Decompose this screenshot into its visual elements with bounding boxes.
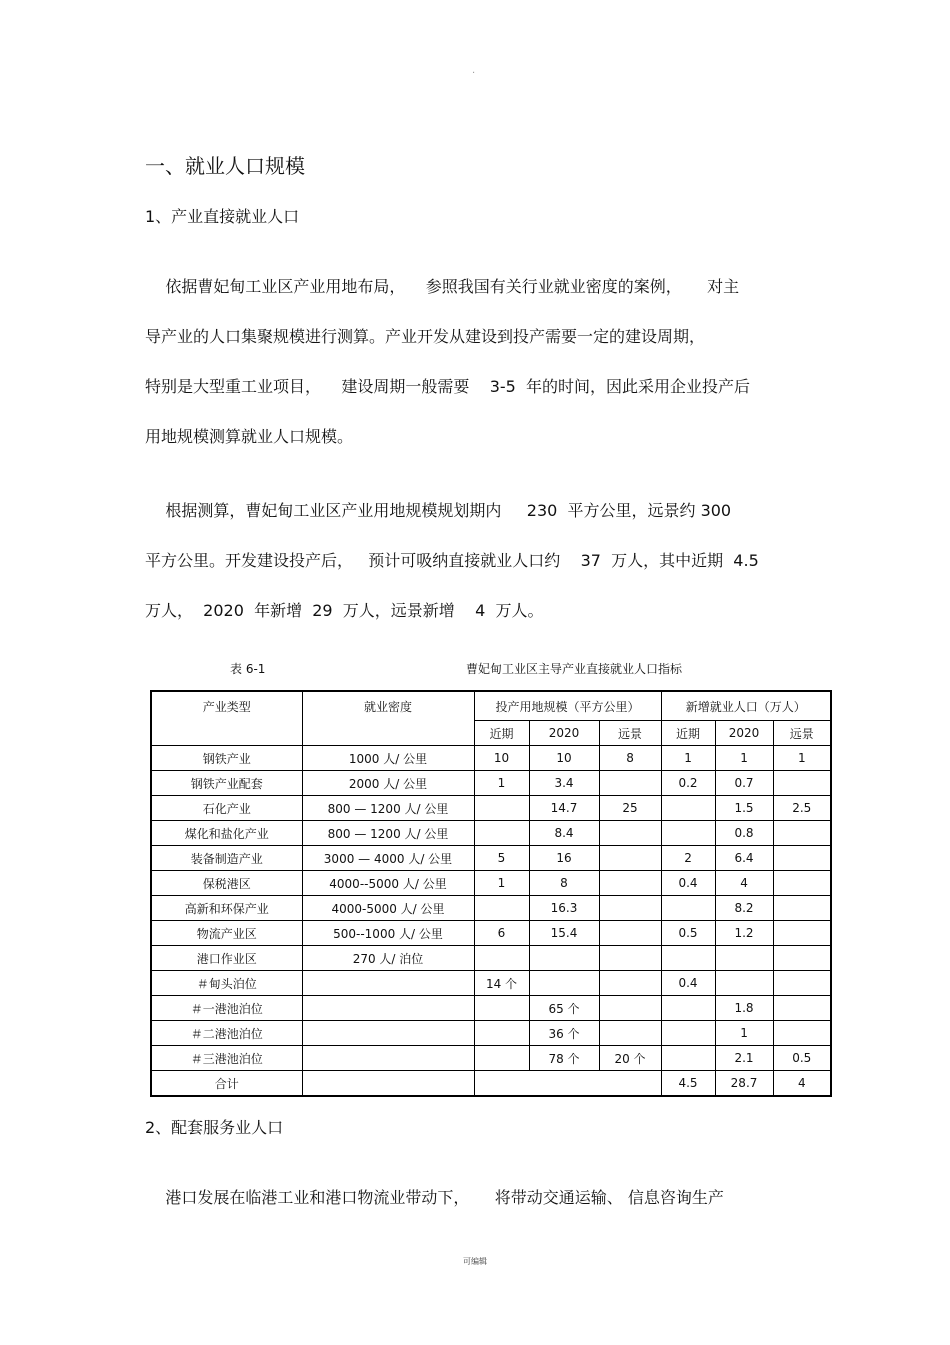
table-cell: 20 个 <box>599 1046 661 1071</box>
header-sub-cell: 近期 <box>474 721 529 746</box>
table-label: 表 6-1 <box>230 662 266 676</box>
table-cell <box>529 946 599 971</box>
table-row <box>151 921 831 946</box>
table-cell <box>661 996 715 1021</box>
table-row <box>151 871 831 896</box>
total-pop-cell: 28.7 <box>715 1071 773 1097</box>
paragraph-3-line-1: 港口发展在临港工业和港口物流业带动下， 将带动交通运输、 信息咨询生产 <box>145 1188 724 1207</box>
table-cell <box>599 846 661 871</box>
table-cell: 3000 — 4000 人/ 公里 <box>302 846 474 871</box>
table-cell: 煤化和盐化产业 <box>151 821 302 846</box>
table-cell: 保税港区 <box>151 871 302 896</box>
table-cell <box>773 971 831 996</box>
table-cell: 5 <box>474 846 529 871</box>
table-cell <box>715 971 773 996</box>
header-type: 产业类型 <box>151 691 302 746</box>
table-cell: 0.4 <box>661 971 715 996</box>
header-land-group: 投产用地规模（平方公里） <box>474 691 661 721</box>
table-cell: 1 <box>661 746 715 771</box>
paragraph-1-line-3: 特别是大型重工业项目， 建设周期一般需要 3-5 年的时间，因此采用企业投产后 <box>145 377 750 396</box>
table-cell <box>302 1046 474 1071</box>
table-cell: 8 <box>599 746 661 771</box>
table-cell: 10 <box>529 746 599 771</box>
table-cell <box>599 896 661 921</box>
header-density: 就业密度 <box>302 691 474 746</box>
table-cell <box>773 1021 831 1046</box>
table-cell <box>302 1021 474 1046</box>
table-cell: 物流产业区 <box>151 921 302 946</box>
table-cell: 装备制造产业 <box>151 846 302 871</box>
table-cell: ＃甸头泊位 <box>151 971 302 996</box>
table-cell: 6.4 <box>715 846 773 871</box>
table-cell: 78 个 <box>529 1046 599 1071</box>
table-cell <box>599 871 661 896</box>
paragraph-1-line-4: 用地规模测算就业人口规模。 <box>145 427 354 446</box>
table-cell <box>773 771 831 796</box>
table-cell: 10 <box>474 746 529 771</box>
table-cell: 16 <box>529 846 599 871</box>
table-row <box>151 896 831 921</box>
table-cell <box>474 896 529 921</box>
table-cell <box>773 896 831 921</box>
table-cell: ＃二港池泊位 <box>151 1021 302 1046</box>
table-cell: 0.7 <box>715 771 773 796</box>
header-sub-cell: 2020 <box>715 721 773 746</box>
table-cell: 8.4 <box>529 821 599 846</box>
table-cell <box>661 946 715 971</box>
table-cell: 0.8 <box>715 821 773 846</box>
paragraph-2-line-2: 平方公里。开发建设投产后， 预计可吸纳直接就业人口约 37 万人，其中近期 4.5 <box>145 551 759 570</box>
table-cell: 3.4 <box>529 771 599 796</box>
table-cell <box>474 796 529 821</box>
table-cell: 14 个 <box>474 971 529 996</box>
table-cell: 15.4 <box>529 921 599 946</box>
subsection-title-1: 1、产业直接就业人口 <box>145 207 300 226</box>
table-row <box>151 746 831 771</box>
table-cell: 0.4 <box>661 871 715 896</box>
table-cell <box>599 921 661 946</box>
table-cell: 4000-5000 人/ 公里 <box>302 896 474 921</box>
table-total-row <box>151 1071 831 1097</box>
table-cell <box>661 796 715 821</box>
table-cell: 1.8 <box>715 996 773 1021</box>
table-cell: 2000 人/ 公里 <box>302 771 474 796</box>
table-row <box>151 1046 831 1071</box>
total-density-cell <box>302 1071 474 1097</box>
table-row <box>151 821 831 846</box>
table-cell <box>529 971 599 996</box>
table-cell <box>661 821 715 846</box>
top-mark: · <box>472 68 476 79</box>
table-cell <box>773 821 831 846</box>
table-cell: 65 个 <box>529 996 599 1021</box>
total-label: 合计 <box>151 1071 302 1097</box>
footer-note: 可编辑 <box>463 1257 487 1266</box>
table-cell: 1.5 <box>715 796 773 821</box>
table-cell <box>773 871 831 896</box>
table-cell: 0.2 <box>661 771 715 796</box>
table-cell: 6 <box>474 921 529 946</box>
total-pop-cell: 4.5 <box>661 1071 715 1097</box>
table-row <box>151 771 831 796</box>
table-cell <box>599 971 661 996</box>
table-cell <box>599 946 661 971</box>
table-cell: 2.1 <box>715 1046 773 1071</box>
table-cell: 500--1000 人/ 公里 <box>302 921 474 946</box>
header-sub-cell: 远景 <box>773 721 831 746</box>
paragraph-1-line-1: 依据曹妃甸工业区产业用地布局， 参照我国有关行业就业密度的案例， 对主 <box>145 277 740 296</box>
table-cell: 16.3 <box>529 896 599 921</box>
table-cell <box>599 996 661 1021</box>
table-cell <box>302 971 474 996</box>
header-sub-cell: 远景 <box>599 721 661 746</box>
employment-table <box>150 690 832 1097</box>
table-row <box>151 996 831 1021</box>
table-cell: 1 <box>715 746 773 771</box>
table-cell <box>661 896 715 921</box>
table-cell <box>773 946 831 971</box>
table-cell: 0.5 <box>773 1046 831 1071</box>
table-cell: 1.2 <box>715 921 773 946</box>
table-row <box>151 1021 831 1046</box>
table-cell: 1000 人/ 公里 <box>302 746 474 771</box>
table-cell: 0.5 <box>661 921 715 946</box>
table-cell: 4 <box>715 871 773 896</box>
table-cell <box>661 1046 715 1071</box>
table-cell: 1 <box>474 871 529 896</box>
table-cell: 2 <box>661 846 715 871</box>
table-cell: 4000--5000 人/ 公里 <box>302 871 474 896</box>
table-cell: 25 <box>599 796 661 821</box>
table-title: 曹妃甸工业区主导产业直接就业人口指标 <box>466 662 683 676</box>
table-cell <box>773 921 831 946</box>
table-row <box>151 946 831 971</box>
table-row <box>151 971 831 996</box>
table-cell: 1 <box>773 746 831 771</box>
table-cell: 1 <box>474 771 529 796</box>
table-cell <box>474 946 529 971</box>
table-cell <box>773 996 831 1021</box>
table-cell: 270 人/ 泊位 <box>302 946 474 971</box>
table-cell: 14.7 <box>529 796 599 821</box>
table-cell: 36 个 <box>529 1021 599 1046</box>
table-cell <box>474 1021 529 1046</box>
table-cell <box>661 1021 715 1046</box>
section-title: 一、就业人口规模 <box>145 154 305 178</box>
total-pop-cell: 4 <box>773 1071 831 1097</box>
header-sub-cell: 近期 <box>661 721 715 746</box>
table-row <box>151 796 831 821</box>
header-pop-group: 新增就业人口（万人） <box>661 691 831 721</box>
table-cell: 800 — 1200 人/ 公里 <box>302 796 474 821</box>
table-cell <box>599 771 661 796</box>
table-cell: ＃一港池泊位 <box>151 996 302 1021</box>
table-cell <box>474 1046 529 1071</box>
table-cell: 钢铁产业 <box>151 746 302 771</box>
table-cell <box>599 821 661 846</box>
table-cell <box>474 821 529 846</box>
paragraph-2-line-3: 万人， 2020 年新增 29 万人，远景新增 4 万人。 <box>145 601 544 620</box>
subsection-title-2: 2、配套服务业人口 <box>145 1118 284 1137</box>
paragraph-1-line-2: 导产业的人口集聚规模进行测算。产业开发从建设到投产需要一定的建设周期， <box>145 327 706 346</box>
table-cell: 2.5 <box>773 796 831 821</box>
header-sub-cell: 2020 <box>529 721 599 746</box>
total-land-cell <box>474 1071 661 1097</box>
table-cell: 港口作业区 <box>151 946 302 971</box>
table-cell: 800 — 1200 人/ 公里 <box>302 821 474 846</box>
table-cell: 高新和环保产业 <box>151 896 302 921</box>
paragraph-2-line-1: 根据测算，曹妃甸工业区产业用地规模规划期内 230 平方公里，远景约 300 <box>145 501 732 520</box>
table-cell: 1 <box>715 1021 773 1046</box>
table-cell <box>773 846 831 871</box>
table-cell <box>302 996 474 1021</box>
table-cell: 8.2 <box>715 896 773 921</box>
table-row <box>151 846 831 871</box>
table-cell: 8 <box>529 871 599 896</box>
table-cell: 石化产业 <box>151 796 302 821</box>
table-cell <box>599 1021 661 1046</box>
table-cell: 钢铁产业配套 <box>151 771 302 796</box>
table-cell: ＃三港池泊位 <box>151 1046 302 1071</box>
table-cell <box>474 996 529 1021</box>
table-cell <box>715 946 773 971</box>
